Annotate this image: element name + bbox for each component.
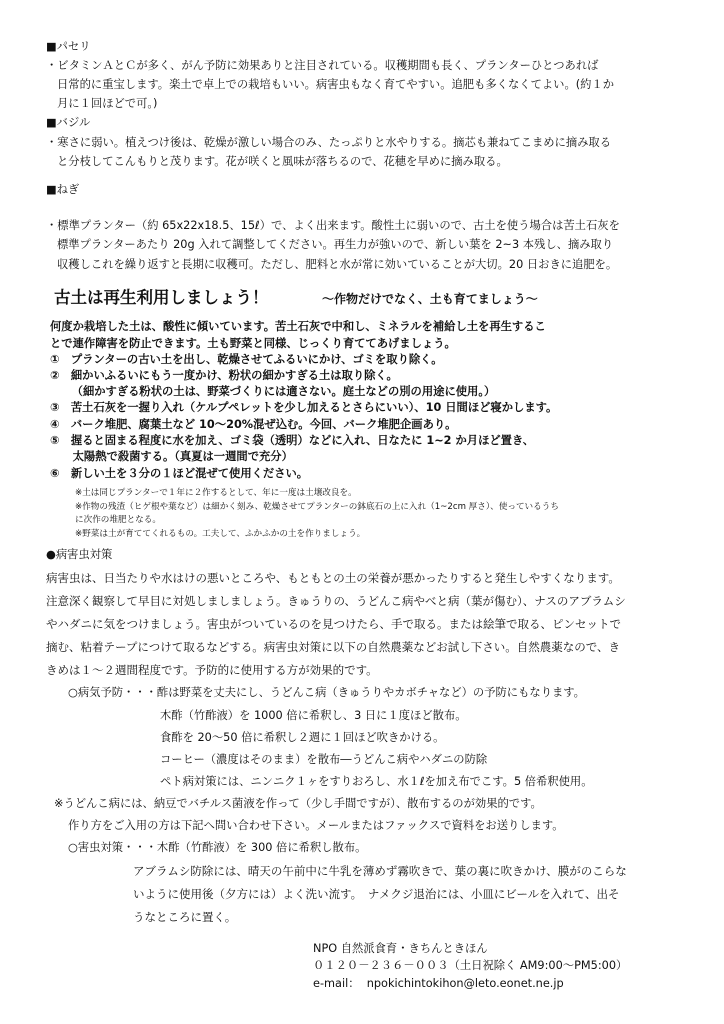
soil-step: 太陽熱で殺菌する。（真夏は一週間で充分） (50, 450, 293, 463)
soil-note: ※土は同じプランターで１年に２作するとして、年に一度は土壌改良を。 (75, 488, 357, 498)
basil-line: と分枝してこんもりと茂ります。花が咲くと風味が落ちるので、花穂を早めに摘み取る。 (57, 155, 508, 168)
footer-email (313, 977, 564, 991)
soil-intro-line: とで連作障害を防止できます。土も野菜と同様、じっくり育ててあげましょう。 (50, 337, 456, 350)
leek-line: 収穫しこれを繰り返すと長期に収穫可。ただし、肥料と水が常に効いていることが大切。20 日おきに追肥を。 (57, 258, 618, 271)
parsley-line: ・ビタミンＡとＣが多く、がん予防に効果ありと注目されている。収穫期間も長く、プランターひとつあれば (46, 59, 599, 72)
disease-prevention-line: ○病気予防・・・酢は野菜を丈夫にし、うどんこ病（きゅうりやカボチャなど）の予防にもなります。 (68, 686, 585, 699)
pest-body-line: 摘む、粘着テープにつけて取るなどする。病害虫対策に以下の自然農薬などお試し下さい。自然農薬なので、き (46, 640, 620, 654)
basil-line: ・寒さに弱い。植えつけ後は、乾燥が激しい場合のみ、たっぷりと水やりする。摘芯も兼ねてこまめに摘み取る (46, 136, 612, 149)
pest-heading: ●病害虫対策 (46, 548, 113, 561)
insect-control-line: いように使用後（夕方には）よく洗い流す。 ナメクジ退治には、小皿にビールを入れて、出そ (133, 887, 620, 901)
insect-control-line: アブラムシ防除には、晴天の午前中に牛乳を薄めず霧吹きで、葉の裏に吹きかけ、膜がのこらな (133, 864, 627, 878)
insect-control-line: うなところに置く。 (133, 910, 237, 924)
soil-step: ④ バーク堆肥、腐葉土など 10～20%混ぜ込む。今回、バーク堆肥企画あり。 (50, 418, 457, 431)
mildew-note-line: 作り方をご入用の方は下記へ問い合わせ下さい。メールまたはファックスで資料をお送りします。 (68, 819, 564, 832)
leek-line: ・標準プランター（約 65x22x18.5、15ℓ）で、よく出来ます。酸性土に弱いので、古土を使う場合は苦土石灰を (46, 219, 620, 232)
soil-subtitle: ～作物だけでなく、土も育てましょう～ (322, 292, 538, 306)
pest-body-line: きめは１～２週間程度です。予防的に使用する方が効果的です。 (46, 663, 378, 677)
footer-email-label: e-mail： (313, 977, 360, 990)
soil-note: に次作の堆肥となる。 (75, 515, 161, 525)
pest-body-line: 注意深く観察して早目に対処しましましょう。きゅうりの、うどんこ病やべと病（葉が傷む）、ナスのアブラムシ (46, 594, 626, 608)
mildew-note-line: ※うどんこ病には、納豆でバチルス菌液を作って（少し手間ですが）、散布するのが効果的です。 (54, 797, 542, 810)
footer-org: NPO 自然派食育・きちんときほん (313, 942, 488, 955)
insect-control-line: ○害虫対策・・・木酢（竹酢液）を 300 倍に希釈し散布。 (68, 841, 367, 854)
parsley-line: 月に１回ほどで可。) (57, 97, 158, 110)
footer-email-address[interactable]: npokichintokihon@leto.eonet.ne.jp (366, 977, 564, 990)
disease-prevention-line: ペト病対策には、ニンニク１ヶをすりおろし、水１ℓを加え布でこす。5 倍希釈使用。 (160, 775, 593, 788)
soil-step: ③ 苦土石灰を一握り入れ（ケルプペレットを少し加えるとさらにいい）、10 日間ほど寝かします。 (50, 401, 558, 414)
disease-prevention-line: 木酢（竹酢液）を 1000 倍に希釈し、3 日に１度ほど散布。 (160, 709, 467, 722)
soil-title: 古土は再生利用しましょう！ (54, 288, 269, 307)
soil-note: ※野菜は土が育ててくれるもの。工夫して、ふかふかの土を作りましょう。 (75, 529, 366, 539)
pest-body-line: やハダニに気をつけましょう。害虫がついているのを見つけたら、手で取る。または絵筆で取る、ピンセットで (46, 617, 621, 631)
leek-line: 標準プランターあたり 20g 入れて調整してください。再生力が強いので、新しい葉を 2~3 本残し、摘み取り (57, 238, 614, 251)
footer-phone: ０１２０－２３６－００３（土日祝除く AM9:00～PM5:00） (313, 959, 628, 972)
soil-step: ① プランターの古い土を出し、乾燥させてふるいにかけ、ゴミを取り除く。 (50, 353, 443, 366)
parsley-line: 日常的に重宝します。楽土で卓上での栽培もいい。病害虫もなく育てやすい。追肥も多くなくてよい。(約１か (57, 78, 615, 91)
pest-body-line: 病害虫は、日当たりや水はけの悪いところや、もともとの土の栄養が悪かったりすると発生しやすくなります。 (46, 571, 620, 585)
soil-step: （細かすぎる粉状の土は、野菜づくりには適さない。庭土などの別の用途に使用。） (66, 385, 496, 398)
parsley-heading: ■パセリ (46, 40, 91, 53)
soil-step: ⑥ 新しい土を３分の１ほど混ぜて使用ください。 (50, 467, 309, 480)
leek-heading: ■ねぎ (46, 183, 80, 196)
soil-step: ② 細かいふるいにもう一度かけ、粉状の細かすぎる土は取り除く。 (50, 369, 398, 382)
soil-step: ⑤ 握ると固まる程度に水を加え、ゴミ袋（透明）などに入れ、日なたに 1~2 か月ほど置き、 (50, 434, 535, 447)
soil-intro-line: 何度か栽培した土は、酸性に傾いています。苦土石灰で中和し、ミネラルを補給し土を再生するこ (50, 320, 546, 333)
soil-note: ※作物の残渣（ヒゲ根や葉など）は細かく刻み、乾燥させてプランターの鉢底石の上に入れ（1~2cm 厚さ）、使っているうち (75, 502, 559, 512)
disease-prevention-line: 食酢を 20～50 倍に希釈し２週に１回ほど吹きかける。 (160, 731, 445, 744)
basil-heading: ■バジル (46, 116, 91, 129)
disease-prevention-line: コーヒー（濃度はそのまま）を散布―うどんこ病やハダニの防除 (160, 753, 488, 766)
